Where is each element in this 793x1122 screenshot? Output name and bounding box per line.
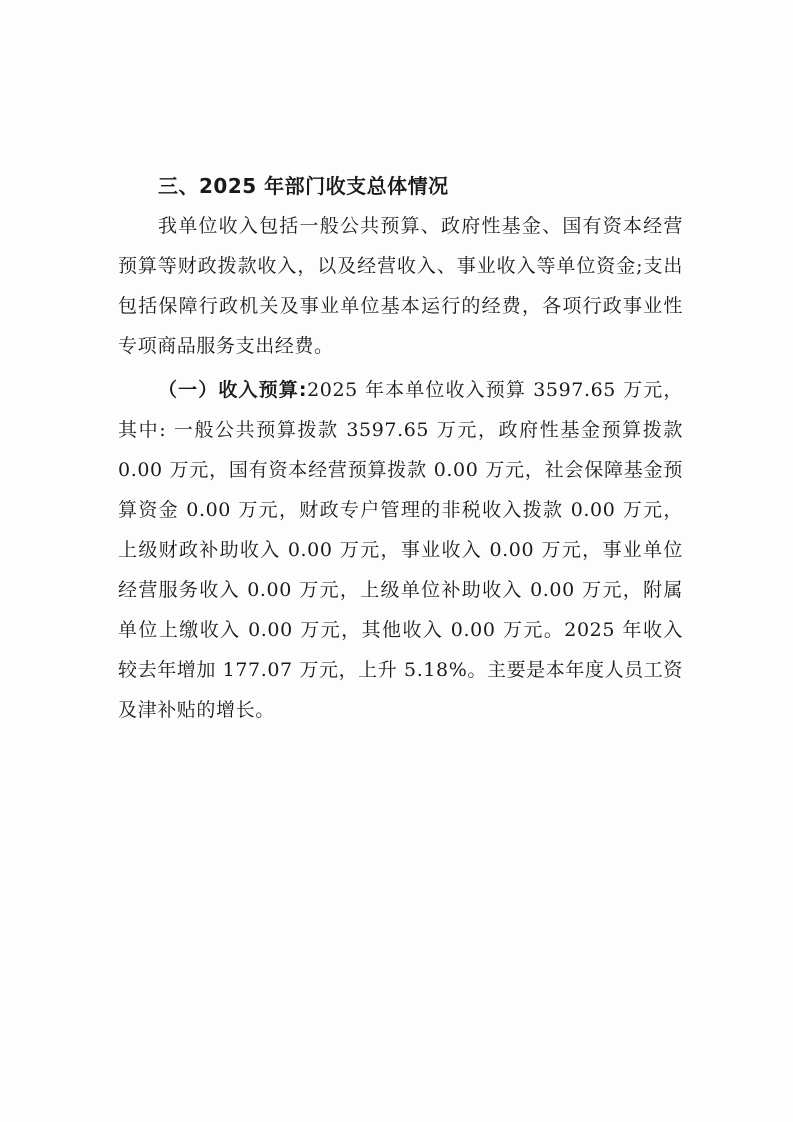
document-body [118, 170, 683, 730]
section-heading: 三、2025 年部门收支总体情况 [158, 174, 449, 198]
paragraph-income-text: 2025 年本单位收入预算 3597.65 万元，其中: 一般公共预算拨款 3597.65 万元，政府性基金预算拨款 0.00 万元，国有资本经营预算拨款 0.00 万元，社会保障基金预算资金 0.00 万元，财政专户管理的非税收入拨款 0.00 万元，上级财政补助收入 0.00 万元，事业收入 0.00 万元，事业单位经营服务收入 0.00 万元，上级单位补助收入 0.00 万元，附属单位上缴收入 0.00 万元，其他收入 0.00 万元。2025 年收入较去年增加 177.07 万元，上升 5.18%。主要是本年度人员工资及津补贴的增长。 [118, 379, 683, 721]
paragraph-lead: （一）收入预算: [158, 379, 308, 401]
paragraph-income-budget [118, 370, 683, 730]
paragraph-overview: 我单位收入包括一般公共预算、政府性基金、国有资本经营预算等财政拨款收入，以及经营收入、事业收入等单位资金;支出包括保障行政机关及事业单位基本运行的经费，各项行政事业性专项商品服务支出经费。 [118, 215, 683, 357]
